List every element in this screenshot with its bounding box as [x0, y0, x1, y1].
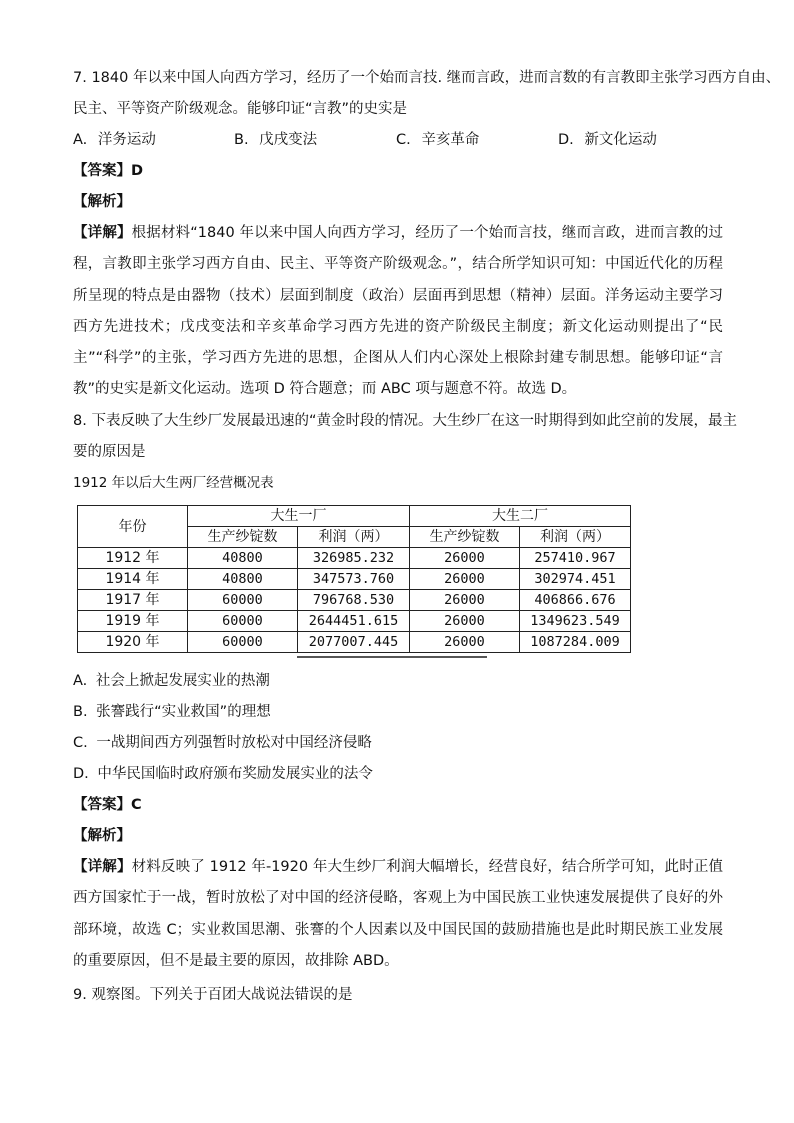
detail-label: 【详解】 — [73, 225, 132, 241]
q7-stem-line1: 7. 1840 年以来中国人向西方学习，经历了一个始而言技. 继而言政，进而言数的有言教即主张学习西方自由、 — [73, 70, 781, 86]
detail-text: 根据材料“1840 年以来中国人向西方学习，经历了一个始而言技，继而言政，进而言教的过程，言教即主张学习西方自由、民主、平等资产阶级观念。”，结合所学知识可知：中国近代化的历程所呈现的特点是由器物（技术）层面到制度（政治）层面再到思想（精神）层面。洋务运动主要学习西方先进技术；戊戌变法和辛亥革命学习西方先进的资产阶级民主制度；新文化运动则提出了“民主”“科学”的主张，学习西方先进的思想，企图从人们内心深处上根除封建专制思想。能够印证“言教”的史实是新文化运动。选项 D 符合题意；而 ABC 项与题意不符。故选 D。 — [73, 225, 723, 398]
option-text: 洋务运动 — [97, 132, 156, 148]
answer-label: 【答案】 — [73, 797, 131, 813]
cell-f2-spindles: 26000 — [410, 548, 520, 569]
detail-text: 材料反映了 1912 年-1920 年大生纱厂利润大幅增长，经营良好，结合所学可知，此时正值西方国家忙于一战，暂时放松了对中国的经济侵略，客观上为中国民族工业快速发展提供了良好的外部环境，故选 C；实业救国思潮、张謇的个人因素以及中国民国的鼓励措施也是此时期民族工业发展的重要原因，但不是最主要的原因，故排除 ABD。 — [73, 859, 724, 969]
cell-f2-profit: 406866.676 — [520, 590, 631, 611]
cell-year: 1912 年 — [78, 548, 188, 569]
option-text: 张謇践行“实业救国”的理想 — [96, 704, 271, 720]
cell-f1-spindles: 40800 — [188, 569, 298, 590]
subheader-profit: 利润（两） — [298, 527, 410, 548]
subheader-spindles: 生产纱锭数 — [188, 527, 298, 548]
q8-detail — [73, 852, 723, 977]
option-text: 戊戌变法 — [259, 132, 318, 148]
option-letter: B. — [234, 132, 249, 148]
option-letter: D. — [558, 132, 574, 148]
cell-f1-spindles: 60000 — [188, 632, 298, 653]
table-header-row — [78, 506, 631, 527]
cell-f2-spindles: 26000 — [410, 611, 520, 632]
cell-f1-profit: 2644451.615 — [298, 611, 410, 632]
q7-analysis-label — [73, 192, 723, 212]
answer-value: C — [131, 797, 142, 813]
cell-f1-spindles: 60000 — [188, 590, 298, 611]
option-text: 社会上掀起发展实业的热潮 — [95, 673, 270, 689]
analysis-label: 【解析】 — [73, 828, 131, 844]
divider — [297, 656, 487, 658]
option-text: 一战期间西方列强暂时放松对中国经济侵略 — [96, 735, 372, 751]
q7-option-c — [396, 130, 479, 150]
cell-year: 1919 年 — [78, 611, 188, 632]
q7-option-b — [234, 130, 317, 150]
cell-year: 1920 年 — [78, 632, 188, 653]
option-letter: C. — [396, 132, 411, 148]
header-factory1: 大生一厂 — [188, 506, 410, 527]
q8-stem-line2: 要的原因是 — [73, 444, 146, 460]
option-text: 中华民国临时政府颁布奖励发展实业的法令 — [97, 766, 373, 782]
option-letter: D. — [73, 766, 89, 782]
table-caption: 1912 年以后大生两厂经营概况表 — [73, 475, 274, 491]
option-text: 辛亥革命 — [421, 132, 480, 148]
q7-option-d — [558, 130, 657, 150]
q8-stem-line1: 8. 下表反映了大生纱厂发展最迅速的“黄金时段的情况。大生纱厂在这一时期得到如此空前的发展，最主 — [73, 413, 737, 429]
header-factory2: 大生二厂 — [410, 506, 631, 527]
cell-f1-profit: 2077007.445 — [298, 632, 410, 653]
option-letter: B. — [73, 704, 88, 720]
cell-f2-spindles: 26000 — [410, 569, 520, 590]
cell-f2-spindles: 26000 — [410, 632, 520, 653]
q8-answer — [73, 795, 723, 815]
q7-answer — [73, 161, 723, 181]
cell-f2-spindles: 26000 — [410, 590, 520, 611]
factory-stats-table — [77, 505, 631, 653]
q8-option-b — [73, 702, 723, 722]
q9-stem: 9. 观察图。下列关于百团大战说法错误的是 — [73, 987, 353, 1003]
cell-f1-spindles: 40800 — [188, 548, 298, 569]
cell-f2-profit: 257410.967 — [520, 548, 631, 569]
cell-f1-profit: 347573.760 — [298, 569, 410, 590]
q8-option-c — [73, 733, 723, 753]
header-year: 年份 — [78, 506, 188, 548]
option-letter: A. — [73, 132, 88, 148]
option-text: 新文化运动 — [584, 132, 657, 148]
table-row — [78, 569, 631, 590]
option-letter: C. — [73, 735, 88, 751]
cell-f1-spindles: 60000 — [188, 611, 298, 632]
q7-stem-line2: 民主、平等资产阶级观念。能够印证“言教”的史实是 — [73, 101, 408, 117]
q8-analysis-label — [73, 826, 723, 846]
q8-option-d — [73, 764, 723, 784]
table-row — [78, 611, 631, 632]
cell-year: 1914 年 — [78, 569, 188, 590]
cell-f2-profit: 302974.451 — [520, 569, 631, 590]
option-letter: A. — [73, 673, 88, 689]
table-row — [78, 632, 631, 653]
cell-f1-profit: 326985.232 — [298, 548, 410, 569]
q7-option-a — [73, 130, 156, 150]
cell-f2-profit: 1349623.549 — [520, 611, 631, 632]
cell-year: 1917 年 — [78, 590, 188, 611]
answer-value: D — [131, 163, 144, 179]
subheader-spindles: 生产纱锭数 — [410, 527, 520, 548]
q8-option-a — [73, 671, 723, 691]
table-row — [78, 590, 631, 611]
answer-label: 【答案】 — [73, 163, 131, 179]
q7-detail — [73, 218, 723, 406]
analysis-label: 【解析】 — [73, 194, 131, 210]
cell-f2-profit: 1087284.009 — [520, 632, 631, 653]
subheader-profit: 利润（两） — [520, 527, 631, 548]
table-row — [78, 548, 631, 569]
detail-label: 【详解】 — [73, 859, 132, 875]
cell-f1-profit: 796768.530 — [298, 590, 410, 611]
